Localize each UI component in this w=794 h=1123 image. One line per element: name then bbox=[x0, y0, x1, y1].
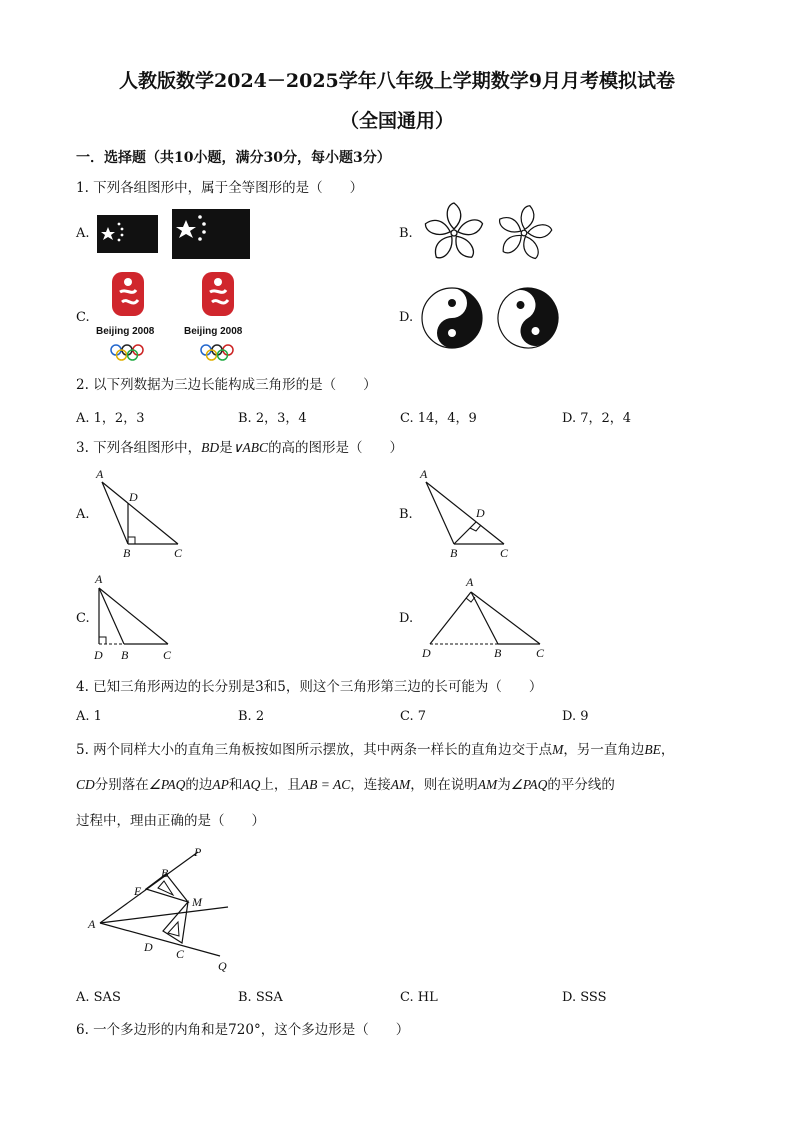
q3c-point-a: A bbox=[95, 572, 103, 586]
q5-l2-angle2: ∠PAQ bbox=[510, 777, 548, 792]
q2-option-b: B. 2，3，4 bbox=[238, 411, 307, 426]
q2-option-d: D. 7，2，4 bbox=[562, 411, 632, 426]
q3b-point-a: A bbox=[420, 467, 428, 481]
q3-figure-b bbox=[414, 464, 524, 564]
q5-l1-be: BE bbox=[644, 742, 661, 757]
question-2-stem: 2. 以下列数据为三边长能构成三角形的是（ ） bbox=[76, 377, 377, 393]
olympic-emblem-image bbox=[96, 270, 256, 362]
beijing-text-1: Beijing 2008 bbox=[96, 326, 155, 337]
question-6-stem: 6. 一个多边形的内角和是720°，这个多边形是（ ） bbox=[76, 1022, 410, 1038]
q3d-point-a: A bbox=[466, 575, 474, 589]
q5-point-q: Q bbox=[218, 959, 227, 973]
q1-option-d-label: D. bbox=[399, 310, 414, 325]
q3-option-d-label: D. bbox=[399, 611, 414, 626]
beijing-text-2: Beijing 2008 bbox=[184, 326, 243, 337]
q1-option-c-olympic-emblems bbox=[96, 270, 256, 362]
q3d-side-ab bbox=[471, 592, 498, 644]
q3-figure-d bbox=[414, 570, 554, 666]
q5-ray-aq bbox=[100, 923, 220, 956]
q3b-point-b: B bbox=[450, 546, 458, 560]
q5-l2-g: 为 bbox=[497, 777, 511, 793]
q5-l2-am: AM bbox=[390, 777, 411, 792]
q1-option-d-yin-yang-image bbox=[420, 286, 562, 350]
q5-l2-b: 的边 bbox=[185, 777, 213, 793]
q5-l2-eq: AB = AC bbox=[300, 777, 351, 792]
q5-triangle-lower bbox=[163, 902, 188, 943]
q5-l2-angle: ∠PAQ bbox=[148, 777, 186, 792]
q5-l2-c: 和 bbox=[228, 777, 243, 793]
question-5-line-1 bbox=[76, 740, 674, 760]
q3-stem-post: 的高的图形是（ ） bbox=[268, 440, 404, 456]
q5-l1-m: M bbox=[552, 742, 564, 757]
q3b-point-c: C bbox=[500, 546, 509, 560]
q1-option-b-label: B. bbox=[399, 226, 413, 241]
q5-l1-mid: ，另一直角边 bbox=[563, 742, 645, 758]
q2-option-c: C. 14，4，9 bbox=[400, 411, 477, 426]
q1-option-c-label: C. bbox=[76, 310, 90, 325]
q5-point-b: B bbox=[161, 866, 169, 880]
q3a-point-b: B bbox=[123, 546, 131, 560]
q3c-point-c: C bbox=[163, 648, 172, 662]
q3a-point-a: A bbox=[96, 467, 104, 481]
q3c-right-angle-mark bbox=[99, 637, 106, 644]
q3a-point-d: D bbox=[129, 490, 138, 504]
q5-l2-am2: AM bbox=[477, 777, 498, 792]
question-3-stem bbox=[76, 438, 403, 458]
q5-l2-e: ，连接 bbox=[350, 777, 391, 793]
q4-option-d: D. 9 bbox=[562, 709, 589, 724]
q3-stem-mid: 是 bbox=[219, 440, 233, 456]
q3a-right-angle-mark bbox=[128, 537, 135, 544]
q5-option-a: A. SAS bbox=[76, 990, 121, 1005]
q3-figure-c bbox=[90, 570, 190, 666]
q5-point-p: P bbox=[194, 845, 202, 859]
q5-point-a: A bbox=[88, 917, 96, 931]
q3d-height-ad bbox=[430, 592, 471, 644]
q5-l2-ap: AP bbox=[212, 777, 229, 792]
q5-point-d: D bbox=[144, 940, 153, 954]
q1-option-a-label: A. bbox=[76, 226, 90, 241]
q5-l2-h: 的平分线的 bbox=[547, 777, 615, 793]
q3-stem-bd: BD bbox=[201, 440, 220, 455]
q3d-side-ac bbox=[471, 592, 540, 644]
q4-option-a: A. 1 bbox=[76, 709, 102, 724]
q5-l1-pre: 5. 两个同样大小的直角三角板按如图所示摆放，其中两条一样长的直角边交于点 bbox=[76, 742, 553, 758]
section-heading: 一．选择题（共10小题，满分30分，每小题3分） bbox=[76, 150, 391, 166]
q3b-side-ac bbox=[426, 482, 504, 544]
q3b-point-d: D bbox=[476, 506, 485, 520]
q5-option-d: D. SSS bbox=[562, 990, 607, 1005]
q3-figure-a bbox=[90, 464, 200, 564]
q5-l2-f: ，则在说明 bbox=[410, 777, 478, 793]
question-4-stem: 4. 已知三角形两边的长分别是3和5，则这个三角形第三边的长可能为（ ） bbox=[76, 679, 543, 695]
question-5-line-3: 过程中，理由正确的是（ ） bbox=[76, 813, 265, 829]
q5-l2-d: 上，且 bbox=[260, 777, 301, 793]
q3c-point-b: B bbox=[121, 648, 129, 662]
question-1-stem: 1. 下列各组图形中，属于全等图形的是（ ） bbox=[76, 180, 364, 196]
q1-option-b-flowers-image bbox=[420, 202, 560, 264]
q5-point-m: M bbox=[192, 895, 202, 909]
q3a-point-c: C bbox=[174, 546, 183, 560]
q5-point-e: E bbox=[134, 884, 142, 898]
q5-point-c: C bbox=[176, 947, 185, 961]
q5-option-b: B. SSA bbox=[238, 990, 283, 1005]
q3-option-a-label: A. bbox=[76, 507, 90, 522]
q3-option-b-label: B. bbox=[399, 507, 413, 522]
q3-option-c-label: C. bbox=[76, 611, 90, 626]
q3b-height-bd bbox=[454, 522, 476, 544]
q4-option-c: C. 7 bbox=[400, 709, 427, 724]
page-title: 人教版数学2024－2025学年八年级上学期数学9月月考模拟试卷 bbox=[119, 70, 675, 92]
q3-stem-pre: 3. 下列各组图形中， bbox=[76, 440, 202, 456]
q3d-point-d: D bbox=[422, 646, 431, 660]
q3d-point-b: B bbox=[494, 646, 502, 660]
q5-l2-cd: CD bbox=[76, 777, 95, 792]
q5-l2-a: 分别落在 bbox=[94, 777, 149, 793]
q2-option-a: A. 1，2，3 bbox=[76, 411, 145, 426]
q3a-side-ab bbox=[102, 482, 128, 544]
q3a-side-ac bbox=[102, 482, 178, 544]
q5-l1-end: ， bbox=[660, 742, 675, 758]
q4-option-b: B. 2 bbox=[238, 709, 265, 724]
q3d-point-c: C bbox=[536, 646, 545, 660]
q5-figure bbox=[84, 840, 244, 976]
q3-stem-tri: ∨ABC bbox=[232, 440, 269, 455]
q1-option-a-flags-image bbox=[96, 208, 256, 260]
page-subtitle: （全国通用） bbox=[339, 110, 454, 132]
q5-option-c: C. HL bbox=[400, 990, 438, 1005]
q3c-side-ab bbox=[99, 588, 124, 644]
q3c-point-d: D bbox=[94, 648, 103, 662]
question-5-line-2 bbox=[76, 775, 615, 795]
q3c-side-ac bbox=[99, 588, 168, 644]
q3b-side-ab bbox=[426, 482, 454, 544]
q5-l2-aq: AQ bbox=[242, 777, 261, 792]
